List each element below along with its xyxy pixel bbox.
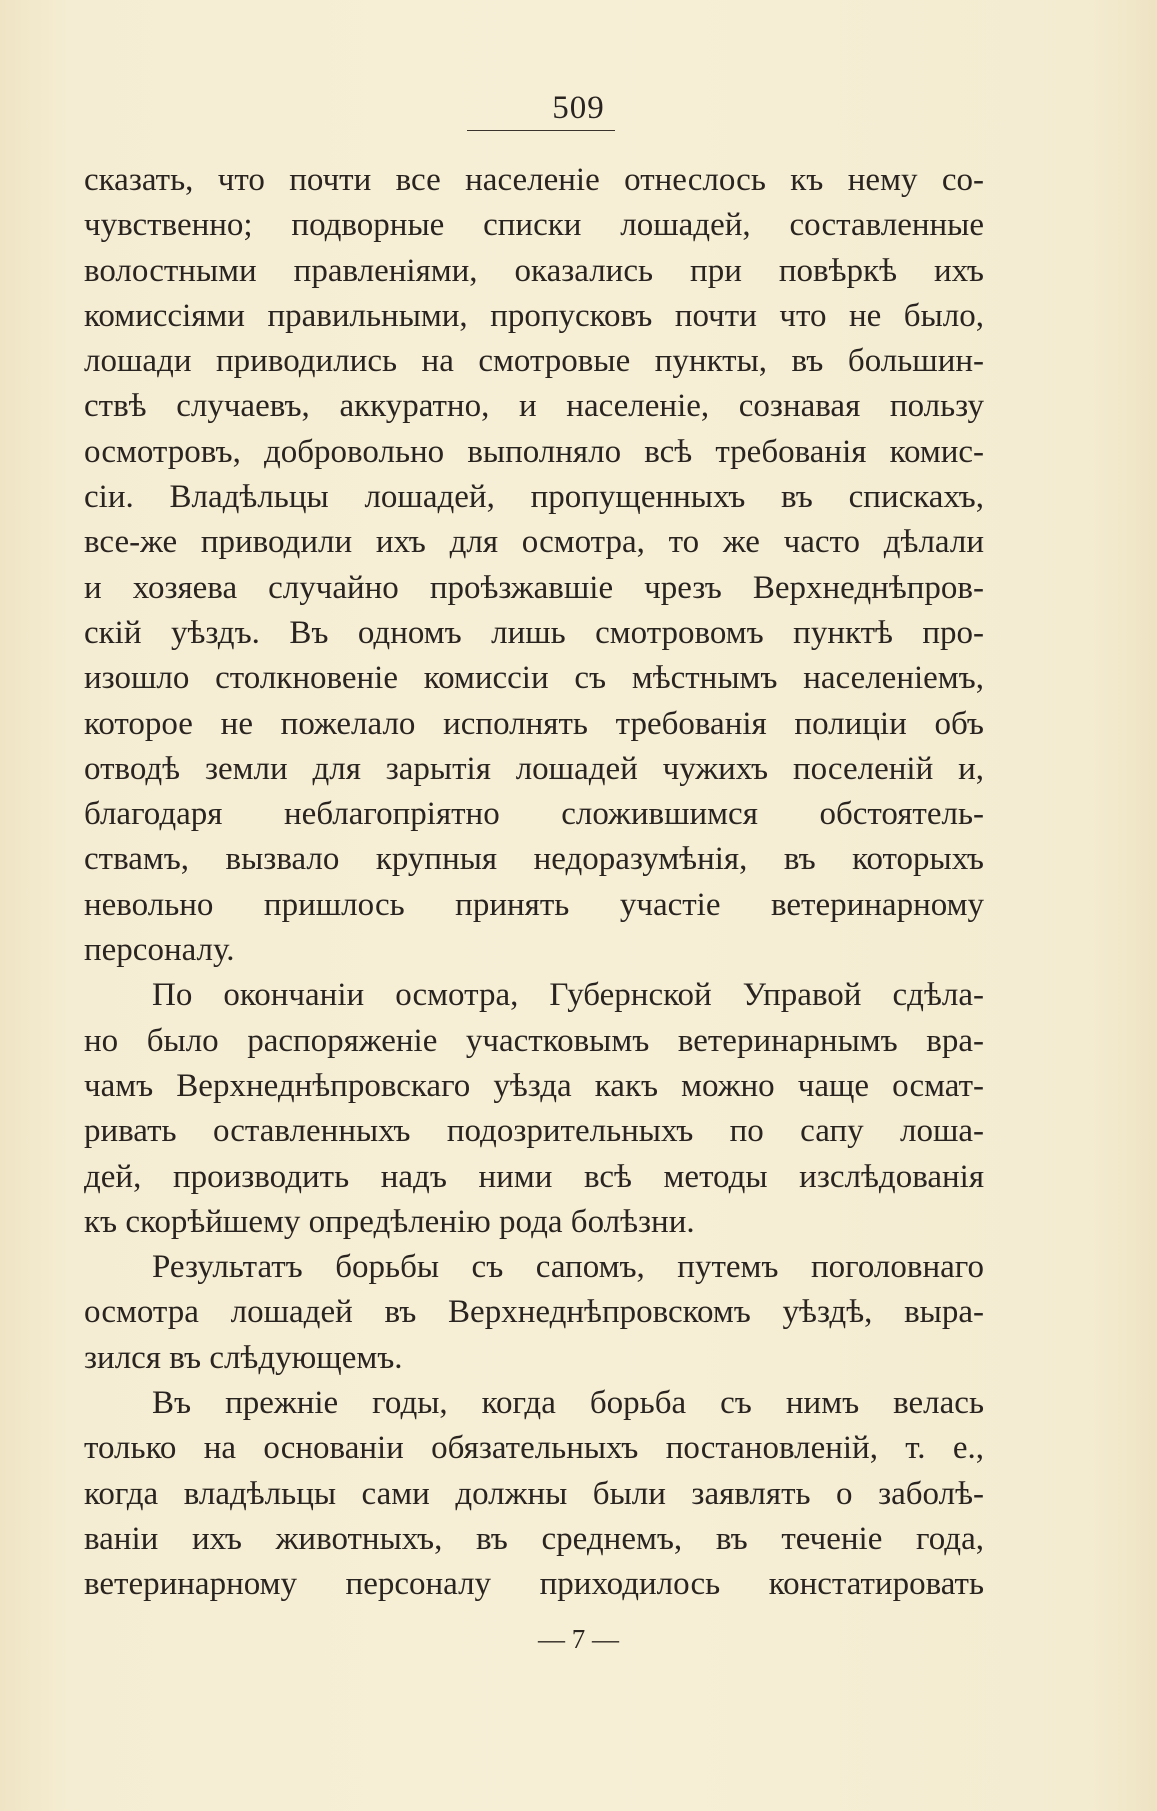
- text-line: волостными правленіями, оказались при повѣркѣ ихъ: [84, 252, 984, 289]
- text-line: но было распоряженіе участковымъ ветеринарнымъ вра-: [84, 1022, 984, 1059]
- text-line: персоналу.: [84, 932, 235, 969]
- text-line: ветеринарному персоналу приходилось констатировать: [84, 1566, 984, 1603]
- text-line: дей, производить надъ ними всѣ методы изслѣдованія: [84, 1158, 984, 1195]
- text-line: отводѣ земли для зарытія лошадей чужихъ поселеній и,: [84, 750, 984, 787]
- text-line: чувственно; подворные списки лошадей, составленные: [84, 207, 984, 244]
- text-line: сказать, что почти все населеніе отнеслось къ нему со-: [84, 162, 984, 198]
- text-line: чамъ Верхнеднѣпровскаго уѣзда какъ можно чаще осмат-: [84, 1067, 984, 1104]
- text-line: комиссіями правильными, пропусковъ почти что не было,: [84, 297, 984, 334]
- paragraph: [84, 158, 984, 973]
- text-line: сіи. Владѣльцы лошадей, пропущенныхъ въ спискахъ,: [84, 479, 984, 516]
- text-line: только на основаніи обязательныхъ постановленій, т. е.,: [84, 1430, 984, 1467]
- text-line: благодаря неблагопріятно сложившимся обстоятель-: [84, 796, 984, 833]
- paragraph: [84, 973, 984, 1245]
- paragraph: [84, 1245, 984, 1381]
- signature-mark: — 7 —: [538, 1624, 619, 1654]
- header-rule: [467, 130, 615, 131]
- body-text: [84, 158, 984, 1608]
- text-line: ствамъ, вызвало крупныя недоразумѣнія, въ которыхъ: [84, 841, 984, 878]
- text-line: ствѣ случаевъ, аккуратно, и населеніе, сознавая пользу: [84, 388, 984, 425]
- page-number: 509: [552, 90, 605, 126]
- text-line: осмотровъ, добровольно выполняло всѣ требованія комис-: [84, 433, 984, 470]
- text-line: осмотра лошадей въ Верхнеднѣпровскомъ уѣздѣ, выра-: [84, 1294, 984, 1331]
- text-line: По окончаніи осмотра, Губернской Управой сдѣла-: [152, 977, 984, 1014]
- text-line: ваніи ихъ животныхъ, въ среднемъ, въ теченіе года,: [84, 1520, 984, 1557]
- text-line: которое не пожелало исполнять требованія полиціи объ: [84, 705, 984, 742]
- text-line: изошло столкновеніе комиссіи съ мѣстнымъ населеніемъ,: [84, 660, 984, 697]
- text-line: зился въ слѣдующемъ.: [84, 1339, 403, 1376]
- paragraph: [84, 1381, 984, 1607]
- text-line: къ скорѣйшему опредѣленію рода болѣзни.: [84, 1203, 695, 1240]
- text-line: лошади приводились на смотровые пункты, въ большин-: [84, 343, 984, 380]
- text-line: Результатъ борьбы съ сапомъ, путемъ поголовнаго: [152, 1249, 984, 1286]
- text-line: когда владѣльцы сами должны были заявлять о заболѣ-: [84, 1475, 984, 1512]
- text-line: невольно пришлось принять участіе ветеринарному: [84, 886, 984, 923]
- text-line: ривать оставленныхъ подозрительныхъ по сапу лоша-: [84, 1113, 984, 1150]
- text-line: все-же приводили ихъ для осмотра, то же часто дѣлали: [84, 524, 984, 561]
- text-line: Въ прежніе годы, когда борьба съ нимъ велась: [152, 1385, 984, 1422]
- text-line: скій уѣздъ. Въ одномъ лишь смотровомъ пунктѣ про-: [84, 614, 984, 651]
- text-line: и хозяева случайно проѣзжавшіе чрезъ Верхнеднѣпров-: [84, 569, 984, 606]
